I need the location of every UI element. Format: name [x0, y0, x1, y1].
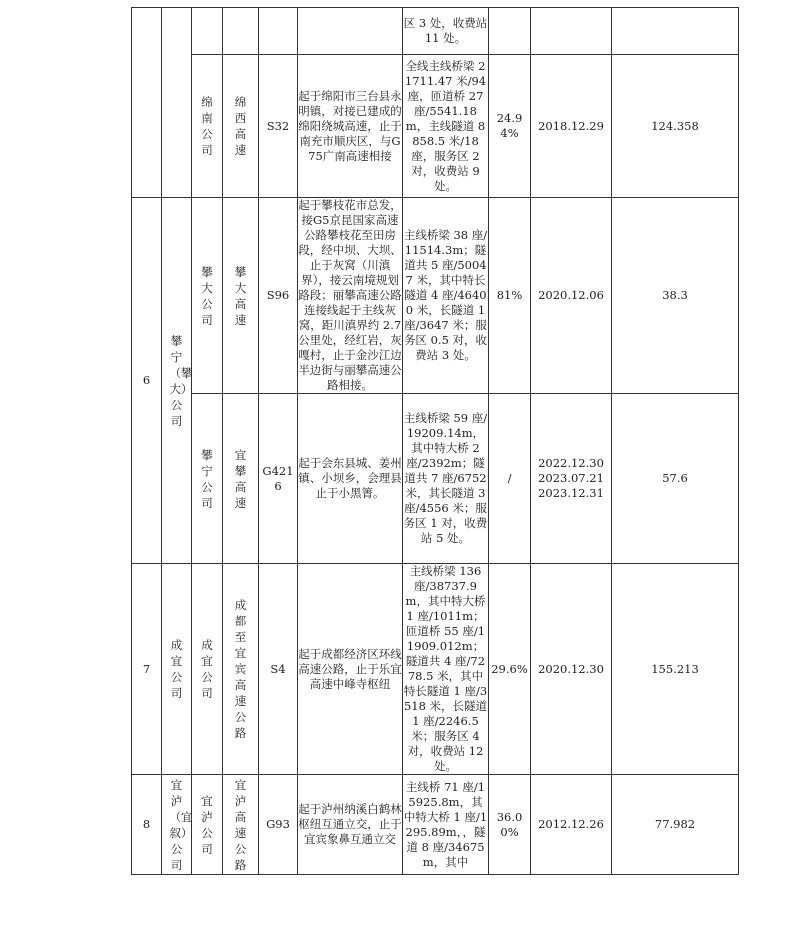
- group-company-cell: 攀宁（攀大）公司: [162, 198, 192, 564]
- scale-cell: 主线桥 71 座/15925.8m，其中特大桥 1 座/1295.89m，，隧道 8 座/34675m，其中: [403, 775, 489, 875]
- description-cell: 起于会东县城、姜州镇、小坝乡，会理县止于小黑箐。: [298, 394, 403, 564]
- scale-cell: 全线主线桥梁 21711.47 米/94 座，匝道桥 27 座/5541.18m，主线隧道 8858.5 米/18 座，服务区 2 对，收费站 9 处。: [403, 55, 489, 198]
- road-code-cell: G93: [259, 775, 298, 875]
- date-line: 2023.07.21: [538, 471, 604, 485]
- date-cell: 2018.12.29: [531, 55, 612, 198]
- road-name-cell: 成都至宜宾高速公路: [223, 564, 259, 775]
- row-number-cell: [132, 8, 162, 198]
- group-company-cell: 成宜公司: [162, 564, 192, 775]
- ratio-cell: 29.6%: [489, 564, 531, 775]
- road-code-cell: S4: [259, 564, 298, 775]
- value-cell: 38.3: [612, 198, 739, 394]
- highway-asset-table: [131, 7, 739, 875]
- date-cell: [531, 8, 612, 55]
- value-cell: 77.982: [612, 775, 739, 875]
- ratio-cell: 36.00%: [489, 775, 531, 875]
- road-name-cell: 绵西高速: [223, 55, 259, 198]
- value-cell: 57.6: [612, 394, 739, 564]
- value-cell: 124.358: [612, 55, 739, 198]
- date-cell: [531, 394, 612, 564]
- road-name-cell: 攀大高速: [223, 198, 259, 394]
- company-cell: 绵南公司: [192, 55, 223, 198]
- date-cell: 2020.12.06: [531, 198, 612, 394]
- road-code-cell: S32: [259, 55, 298, 198]
- scale-cell: 主线桥梁 136 座/38737.9m，其中特大桥 1 座/1011m；匝道桥 55 座/11909.012m；隧道共 4 座/7278.5 米，其中特长隧道 1 座/3518 米，长隧道 1 座/2246.5 米；服务区 4 对，收费站 12 处。: [403, 564, 488, 773]
- table-row: [132, 775, 739, 875]
- description-cell: 起于攀枝花市总发，接G5京昆国家高速公路攀枝花至田房段，经中坝、大坝、止于灰窝（川滇界），接云南境规划路段；丽攀高速公路连接线起于主线灰窝，距川滇界约 2.7 公里处，经红岩，灰嘎村，止于金沙江边半边街与丽攀高速公路相接。: [298, 198, 402, 392]
- road-name-cell: 宜攀高速: [223, 394, 259, 564]
- road-code-cell: S96: [259, 198, 298, 394]
- company-cell: [192, 8, 223, 55]
- value-cell: 155.213: [612, 564, 739, 775]
- group-company-cell: [162, 8, 192, 198]
- description-cell: 起于泸州纳溪白鹤林枢纽互通立交，止于宜宾象鼻互通立交: [298, 775, 403, 875]
- row-number-cell: 8: [132, 775, 162, 875]
- road-code-cell: [259, 8, 298, 55]
- value-cell: [612, 8, 739, 55]
- ratio-cell: [489, 8, 531, 55]
- scale-cell: 区 3 处，收费站 11 处。: [403, 8, 489, 55]
- table-row: [132, 394, 739, 564]
- company-cell: 攀大公司: [192, 198, 223, 394]
- ratio-cell: 81%: [489, 198, 531, 394]
- scale-cell: 主线桥梁 59 座/19209.14m，其中特大桥 2 座/2392m；隧道共 7 座/6752 米，其长隧道 3 座/4556 米；服务区 1 对，收费站 5 处。: [403, 394, 489, 564]
- company-cell: 成宜公司: [192, 564, 223, 775]
- row-number-cell: 6: [132, 198, 162, 564]
- description-cell: 起于成都经济区环线高速公路，止于乐宜高速中峰寺枢纽: [298, 564, 403, 775]
- road-name-cell: [223, 8, 259, 55]
- table-row: [132, 55, 739, 198]
- group-company-cell: 宜泸（宜叙）公司: [162, 775, 192, 875]
- road-name-cell: 宜泸高速公路: [223, 775, 259, 875]
- table-row: [132, 564, 739, 775]
- table-row: [132, 8, 739, 55]
- ratio-cell: /: [489, 394, 531, 564]
- road-code-cell: G4216: [259, 394, 298, 564]
- scale-cell: 主线桥梁 38 座/11514.3m；隧道共 5 座/50047 米，其中特长隧道 4 座/46400 米，长隧道 1 座/3647 米；服务区 0.5 对，收费站 3 处。: [403, 198, 489, 394]
- row-number-cell: 7: [132, 564, 162, 775]
- date-cell: 2020.12.30: [531, 564, 612, 775]
- date-cell: 2012.12.26: [531, 775, 612, 875]
- company-cell: 宜泸公司: [192, 775, 223, 875]
- table-row: [132, 198, 739, 394]
- date-line: 2023.12.31: [538, 486, 604, 500]
- description-cell: [298, 8, 403, 55]
- date-line: 2022.12.30: [538, 456, 604, 470]
- description-cell: 起于绵阳市三台县永明镇，对接已建成的绵阳绕城高速，止于南充市顺庆区，与G75广南高速相接: [298, 55, 403, 198]
- ratio-cell: 24.94%: [489, 55, 531, 198]
- company-cell: 攀宁公司: [192, 394, 223, 564]
